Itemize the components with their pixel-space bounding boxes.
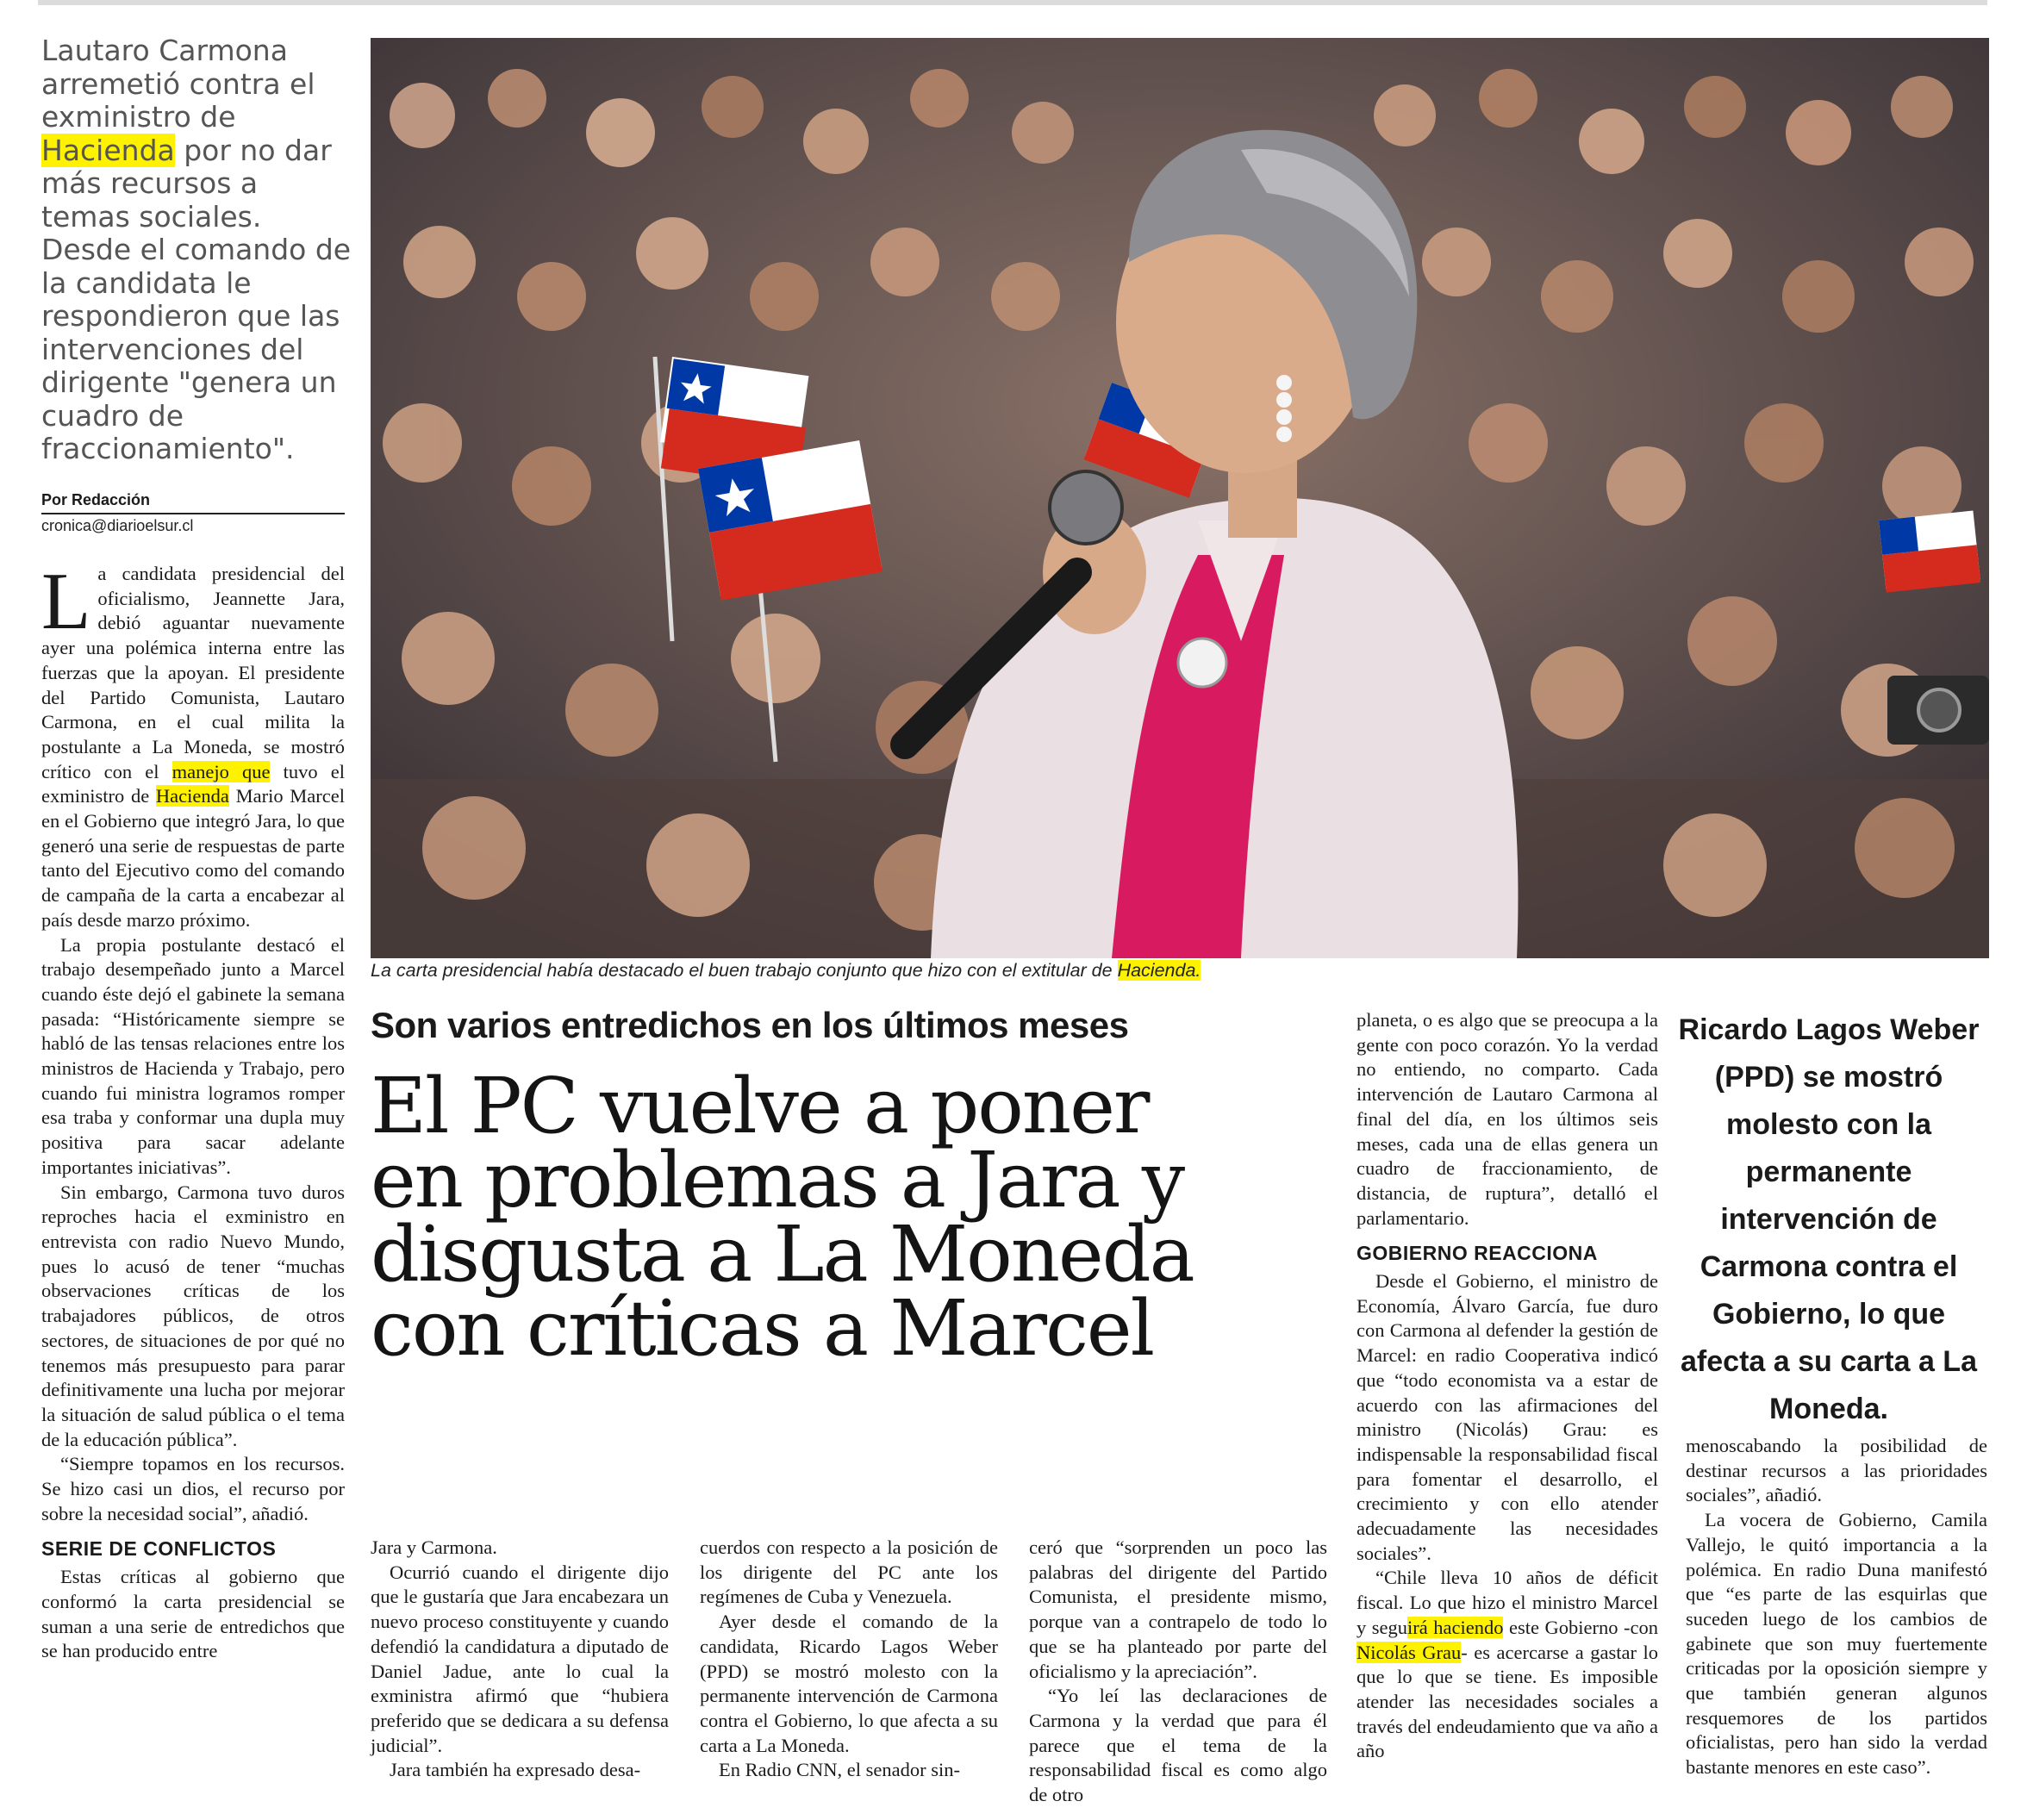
top-rule [38, 0, 1987, 5]
headline-line: disgusta a La Moneda [371, 1209, 1194, 1299]
byline-author: Por Redacción [41, 491, 151, 508]
body-column-3 [700, 1536, 998, 1783]
caption-text: La carta presidencial había destacado el buen trabajo conjunto que hizo con el extitular de [371, 960, 1118, 981]
body-column-4 [1029, 1536, 1327, 1808]
phone-camera [1887, 676, 1989, 745]
paragraph: cuerdos con respecto a la posición de los dirigente del PC ante los regímenes de Cuba y Venezuela. [700, 1536, 998, 1608]
text-run: - es acercarse a gastar lo que lo que se tiene. Es imposible atender las necesidades sociales a través del endeudamiento que va año a año [1357, 1641, 1659, 1762]
paragraph: La vocera de Gobierno, Camila Vallejo, le quitó importancia a la polémica. En radio Duna manifestó que “es parte de las esquirlas que suceden luego de los cambios de gabinete que son muy fuertemente criticadas por la oposición siempre y que también generan algunos resquemores de los partidos oficialistas, pero han sido la verdad bastante menores en este caso”. [1686, 1509, 1987, 1779]
text-run: tuvo el exministro de [41, 760, 345, 807]
rally-illustration [371, 38, 1989, 958]
pull-quote: Ricardo Lagos Weber (PPD) se mostró molesto con la permanente intervención de Carmona contra el Gobierno, lo que afecta a su carta a La Moneda. [1678, 1013, 1980, 1425]
highlight: Nicolás Grau [1357, 1641, 1462, 1663]
body-column-2 [371, 1536, 669, 1783]
photo-caption [371, 960, 1405, 982]
paragraph: Estas críticas al gobierno que conformó la carta presidencial se suman a una serie de entredichos que se han producido entre [41, 1566, 345, 1662]
highlight: irá haciendo [1407, 1616, 1504, 1638]
byline [41, 491, 345, 535]
body-column-1 [41, 557, 346, 1664]
subheading: SERIE DE CONFLICTOS [41, 1537, 277, 1561]
byline-email: cronica@diarioelsur.cl [41, 517, 194, 534]
text-run: a candidata presidencial del oficialismo, Jeannette Jara, debió aguantar nuevamente ayer una polémica interna entre las fuerzas que la apoyan. El presidente del Partido Comunista, Lautaro Carmona, en el cual milita la postulante a La Moneda, se mostró crítico con el [41, 563, 345, 782]
lead-highlight: Hacienda [41, 133, 175, 167]
highlight: Hacienda [155, 785, 229, 807]
paragraph: ceró que “sorprenden un poco las palabras del dirigente del Partido Comunista, el presidente mismo, porque van a contrapelo de todo lo que se ha planteado por parte del oficialismo y la apreciación”. [1029, 1536, 1327, 1682]
drop-cap: L [41, 557, 91, 646]
paragraph: La propia postulante destacó el trabajo desempeñado junto a Marcel cuando éste dejó el gabinete la semana pasada: “Históricamente siempre se habló de las tensas relaciones entre los ministros de Hacienda y Trabajo, pero cuando fui ministra logramos romper esa traba y conformar una dupla muy positiva para sacar adelante importantes iniciativas”. [41, 933, 345, 1178]
text-run: Mario Marcel en el Gobierno que integró Jara, lo que generó una serie de respuestas de parte tanto del Ejecutivo como del comando de campaña de la carta a encabezar al país desde marzo próximo. [41, 785, 346, 931]
chilean-flag-icon [1879, 511, 1980, 593]
body-column-5 [1357, 1008, 1658, 1764]
headline-line: en problemas a Jara y [371, 1135, 1184, 1225]
paragraph: Sin embargo, Carmona tuvo duros reproches hacia el exministro en entrevista con radio Nuevo Mundo, pues lo acusó de tener “muchas observaciones críticas de los trabajadores públicos, de otros sectores, de situaciones de por qué no tenemos más presupuesto para parar definitivamente una lucha por mejorar la situación de salud pública o el tema de la educación pública”. [41, 1181, 345, 1450]
subheading: GOBIERNO REACCIONA [1357, 1242, 1598, 1265]
body-column-6 [1686, 1434, 1987, 1780]
text-run: “Chile lleva 10 años de déficit fiscal. Lo que hizo el ministro Marcel y segu [1357, 1567, 1658, 1638]
paragraph: Jara y Carmona. [371, 1536, 497, 1558]
byline-rule [41, 513, 345, 514]
paragraph: “Siempre topamos en los recursos. Se hizo casi un dios, el recurso por sobre la necesidad social”, añadió. [41, 1453, 345, 1524]
headline-line: con críticas a Marcel [371, 1283, 1154, 1373]
paragraph [41, 557, 346, 933]
paragraph: Ocurrió cuando el dirigente dijo que le gustaría que Jara encabezara un nuevo proceso constituyente y cuando defendió la candidatura a diputado de Daniel Jadue, ante lo cual la exministra afirmó que “hubiera preferido que se dedicara a su defensa judicial”. [371, 1561, 669, 1756]
paragraph: Desde el Gobierno, el ministro de Economía, Álvaro García, fue duro con Carmona al defender la gestión de Marcel: en radio Cooperativa indicó que “todo economista va a estar de acuerdo con las afirmaciones del ministro (Nicolás) Grau: es indispensable la responsabilidad fiscal para fomentar el desarrollo, el crecimiento y con ello atender adecuadamente las necesidades sociales”. [1357, 1270, 1658, 1564]
highlight: manejo que [172, 760, 271, 782]
paragraph: Ayer desde el comando de la candidata, Ricardo Lagos Weber (PPD) se mostró molesto con la permanente intervención de Carmona contra el Gobierno, lo que afecta a su carta a La Moneda. [700, 1611, 998, 1756]
lead-text-1: Lautaro Carmona arremetió contra el exministro de [41, 34, 315, 134]
paragraph: En Radio CNN, el senador sin- [719, 1759, 960, 1781]
headline [371, 1061, 1327, 1373]
paragraph [1357, 1566, 1658, 1764]
rally-photo [371, 38, 1989, 958]
headline-line: El PC vuelve a poner [371, 1061, 1149, 1150]
paragraph: planeta, o es algo que se preocupa a la gente con poco corazón. Yo la verdad no entiendo, no comparto. Cada intervención de Lautaro Carmona al final del día, en los últimos seis meses, cada una de ellas genera un cuadro de fraccionamiento, de distancia, de ruptura”, detalló el parlamentario. [1357, 1009, 1658, 1229]
paragraph: menoscabando la posibilidad de destinar recursos a las prioridades sociales”, añadió. [1686, 1435, 1987, 1506]
text-run: este Gobierno -con [1503, 1616, 1658, 1638]
kicker: Son varios entredichos en los últimos meses [371, 1005, 1129, 1045]
paragraph: “Yo leí las declaraciones de Carmona y la verdad que para él parece que el tema de la responsabilidad fiscal es como algo de otro [1029, 1685, 1327, 1806]
paragraph: Jara también ha expresado desa- [390, 1759, 641, 1781]
lead-summary [41, 34, 352, 466]
lead-text-2: por no dar más recursos a temas sociales. Desde el comando de la candidata le respondieron que las intervenciones del dirigente "genera un cuadro de fraccionamiento". [41, 133, 352, 465]
caption-highlight: Hacienda. [1117, 960, 1201, 981]
